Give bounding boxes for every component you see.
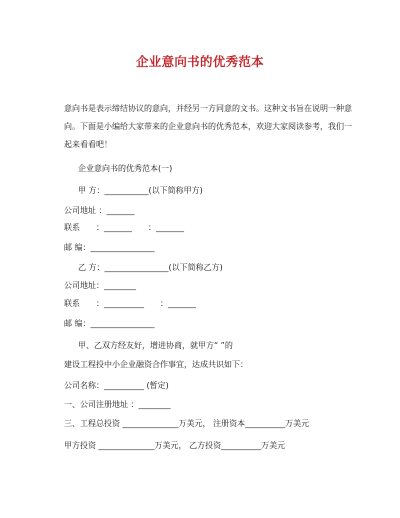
section-title: 企业意向书的优秀范本(一) xyxy=(78,164,173,173)
total-investment-line: 三、工程总投资 ______________万美元， 注册资本__________万美元 xyxy=(64,419,310,428)
document-title: 企业意向书的优秀范本 xyxy=(135,54,264,69)
party-a-postcode-line: 邮 编：________________ xyxy=(64,243,155,252)
party-a-line: 甲 方：___________(以下简称甲方) xyxy=(78,186,203,195)
agreement-line-1: 甲、乙双方经友好，增进协商，就甲方“ ”的 xyxy=(78,341,233,350)
company-name-line: 公司名称：__________ (暂定) xyxy=(64,381,169,390)
party-b-address-line: 公司地址：________ xyxy=(64,281,136,290)
party-a-address-line: 公司地址 ：_______ xyxy=(64,206,135,215)
agreement-line-2: 建设工程投中小企业融资合作事宜，达成共识如下： xyxy=(64,360,248,369)
registered-address-line: 一、公司注册地址 ：________ xyxy=(64,400,171,409)
party-b-contact-line: 联系 ：__________ ：_______ xyxy=(64,299,196,308)
party-b-line: 乙 方：________________(以下简称乙方) xyxy=(78,263,223,272)
intro-paragraph: 意向书是表示缔结协议的意向，并经另一方同意的文书。这种文书旨在说明一种意向。下面是小编给大家带来的企业意向书的优秀范本，欢迎大家阅读参考，我们一起来看看吧！ xyxy=(64,104,352,149)
party-b-postcode-line: 邮 编：________________ xyxy=(64,319,155,328)
party-a-contact-line: 联系 ：_______ ：_______ xyxy=(64,223,184,232)
party-investment-line: 甲方投资 ______________万美元， 乙方投资__________万美元 xyxy=(64,441,286,450)
